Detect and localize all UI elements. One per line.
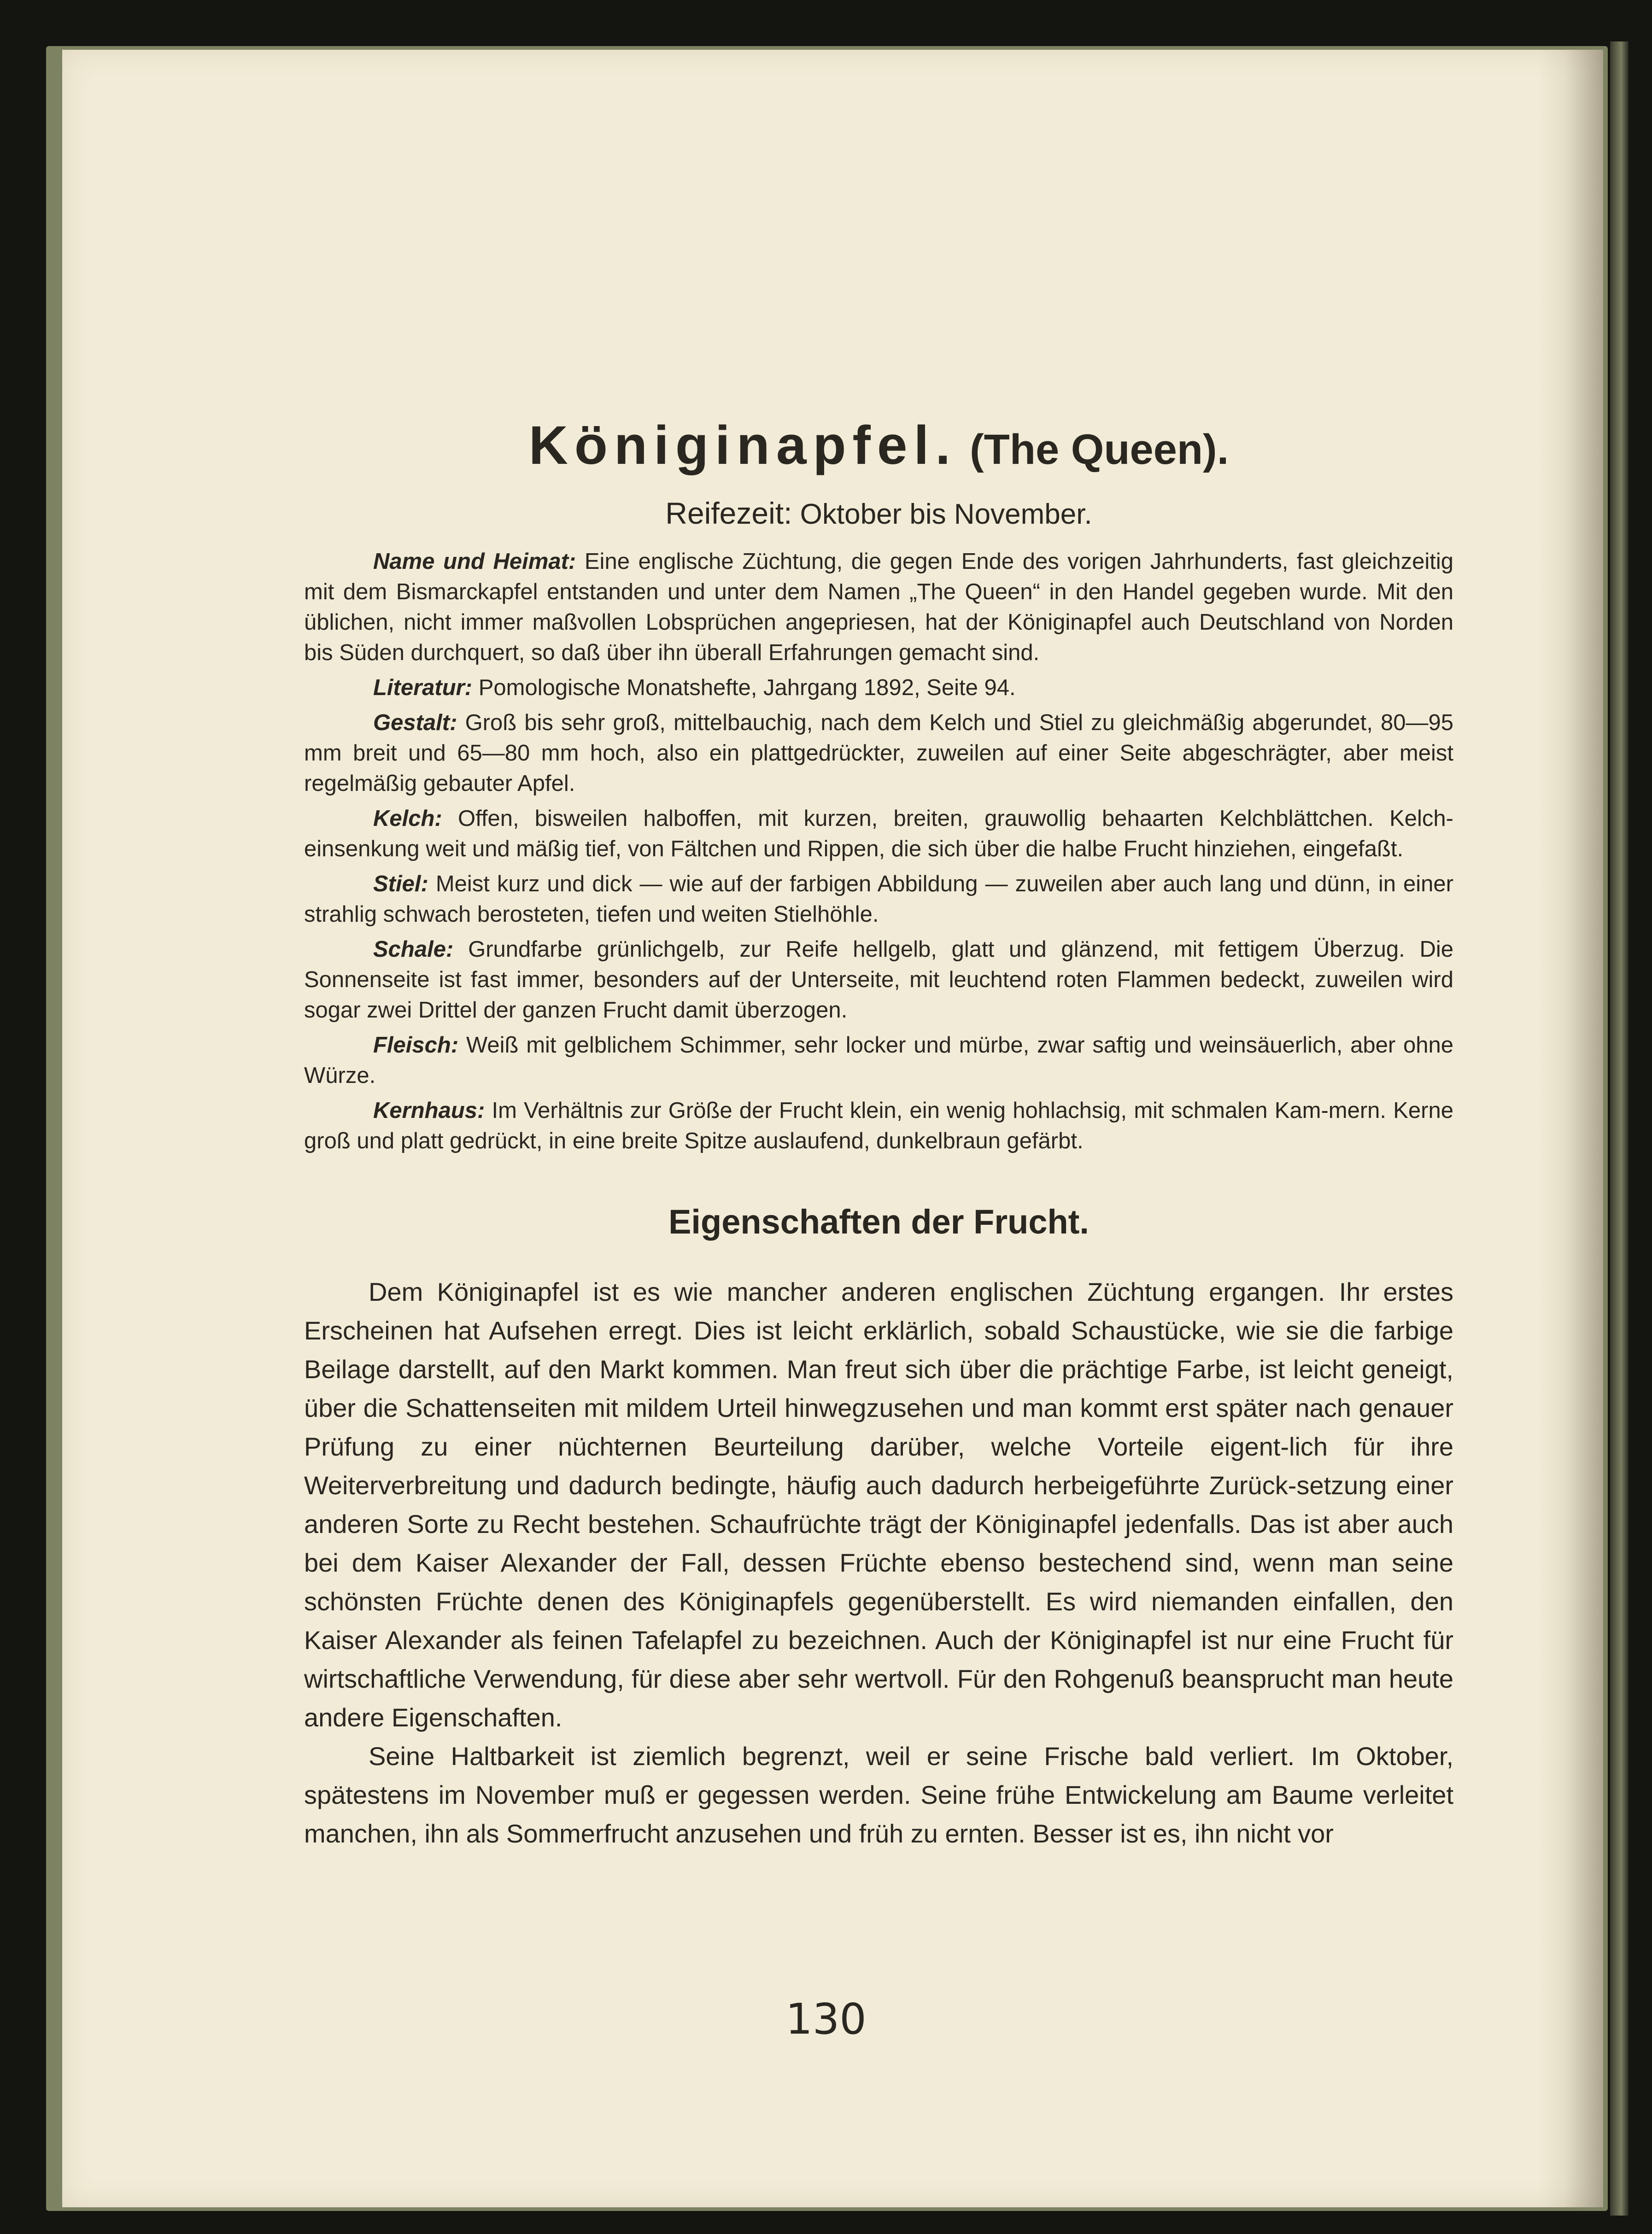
desc-text: Eine englische Züchtung, die gegen Ende des vorigen Jahrhunderts, fast gleichzeitig mit dem Bismarckapfel entstanden und unter dem Namen „The Queen“ in den Handel gegeben wurde. Mit den üblichen, nicht immer maßvollen Lobsprüchen angepriesen, hat der Königinapfel auch Deutschland von Norden bis Süden durchquert, so daß über ihn überall Erfahrungen gemacht sind. [304, 549, 1454, 665]
desc-label: Literatur: [373, 675, 473, 700]
desc-label: Kelch: [373, 806, 442, 831]
properties-section [304, 1273, 1453, 1853]
desc-label: Kernhaus: [373, 1098, 485, 1123]
desc-label: Name und Heimat: [373, 549, 576, 574]
desc-paragraph-name [304, 546, 1453, 668]
page-title [304, 415, 1453, 477]
ripeness-value: Oktober bis November. [800, 498, 1092, 530]
spine-shadow [1539, 50, 1603, 2207]
desc-text: Offen, bisweilen halboffen, mit kurzen, breiten, grauwollig behaarten Kelchblättchen. Kelch-einsenkung weit und mäßig tief, von Fältchen und Rippen, die sich über die halbe Frucht hinziehen, eingefaßt. [304, 806, 1453, 861]
ripeness-line [304, 496, 1453, 531]
desc-text: Im Verhältnis zur Größe der Frucht klein, ein wenig hohlachsig, mit schmalen Kam-mern. Kerne groß und platt gedrückt, in eine breite Spitze auslaufend, dunkelbraun gefärbt. [304, 1098, 1453, 1153]
section-heading: Eigenschaften der Frucht. [668, 1202, 1089, 1241]
desc-paragraph-kernhaus [304, 1095, 1453, 1156]
desc-label: Stiel: [373, 871, 428, 896]
title-main: Königinapfel. [528, 415, 957, 476]
ripeness-label: Reifezeit: [665, 496, 792, 530]
desc-paragraph-gestalt [304, 708, 1453, 799]
desc-label: Gestalt: [373, 710, 457, 735]
desc-text: Meist kurz und dick — wie auf der farbigen Abbildung — zuweilen aber auch lang und dünn, in einer strahlig schwach berosteten, tiefen und weiten Stielhöhle. [304, 871, 1453, 927]
desc-paragraph-fleisch [304, 1030, 1453, 1091]
desc-paragraph-literatur [304, 673, 1453, 703]
desc-label: Schale: [373, 936, 454, 962]
properties-paragraph: Seine Haltbarkeit ist ziemlich begrenzt, weil er seine Frische bald verliert. Im Oktober, spätestens im November muß er gegessen werden. Seine frühe Entwickelung am Baume verleitet manchen, ihn als Sommerfrucht anzusehen und früh zu ernten. Besser ist es, ihn nicht vor [304, 1741, 1453, 1848]
book-spine [1610, 41, 1629, 2216]
desc-paragraph-kelch [304, 803, 1453, 864]
page-number: 130 [785, 1994, 867, 2044]
desc-text: Weiß mit gelblichem Schimmer, sehr locker und mürbe, zwar saftig und weinsäuerlich, aber ohne Würze. [304, 1032, 1453, 1088]
properties-paragraph: Dem Königinapfel ist es wie mancher anderen englischen Züchtung ergangen. Ihr erstes Erscheinen hat Aufsehen erregt. Dies ist leicht erklärlich, sobald Schaustücke, wie sie die farbige Beilage darstellt, auf den Markt kommen. Man freut sich über die prächtige Farbe, ist leicht geneigt, über die Schattenseiten mit mildem Urteil hinwegzusehen und man kommt erst später nach genauer Prüfung zu einer nüchternen Beurteilung darüber, welche Vorteile eigent-lich für ihre Weiterverbreitung und dadurch bedingte, häufig auch dadurch herbeigeführte Zurück-setzung einer anderen Sorte zu Recht bestehen. Schaufrüchte trägt der Königinapfel jedenfalls. Das ist aber auch bei dem Kaiser Alexander der Fall, dessen Früchte ebenso bestechend sind, wenn man seine schönsten Früchte denen des Königinapfels gegenüberstellt. Es wird niemanden einfallen, den Kaiser Alexander als feinen Tafelapfel zu bezeichnen. Auch der Königinapfel ist nur eine Frucht für wirtschaftliche Verwendung, für diese aber sehr wertvoll. Für den Rohgenuß beansprucht man heute andere Eigenschaften. [304, 1277, 1453, 1732]
desc-paragraph-schale [304, 934, 1453, 1025]
desc-label: Fleisch: [373, 1032, 459, 1058]
title-sub: (The Queen). [970, 426, 1229, 473]
description-section [304, 546, 1453, 1156]
desc-paragraph-stiel [304, 869, 1453, 930]
desc-text: Grundfarbe grünlichgelb, zur Reife hellgelb, glatt und glänzend, mit fettigem Überzug. Die Sonnenseite ist fast immer, besonders auf der Unterseite, mit leuchtend roten Flammen bedeckt, zuweilen wird sogar zwei Drittel der ganzen Frucht damit überzogen. [304, 936, 1453, 1023]
desc-text: Pomologische Monatshefte, Jahrgang 1892, Seite 94. [478, 675, 1016, 700]
text-block [304, 415, 1453, 1853]
desc-text: Groß bis sehr groß, mittelbauchig, nach dem Kelch und Stiel zu gleichmäßig abgerundet, 80—95 mm breit und 65—80 mm hoch, also ein plattgedrückter, zuweilen auf einer Seite abgeschrägter, aber meist regelmäßig gebauter Apfel. [304, 710, 1453, 796]
